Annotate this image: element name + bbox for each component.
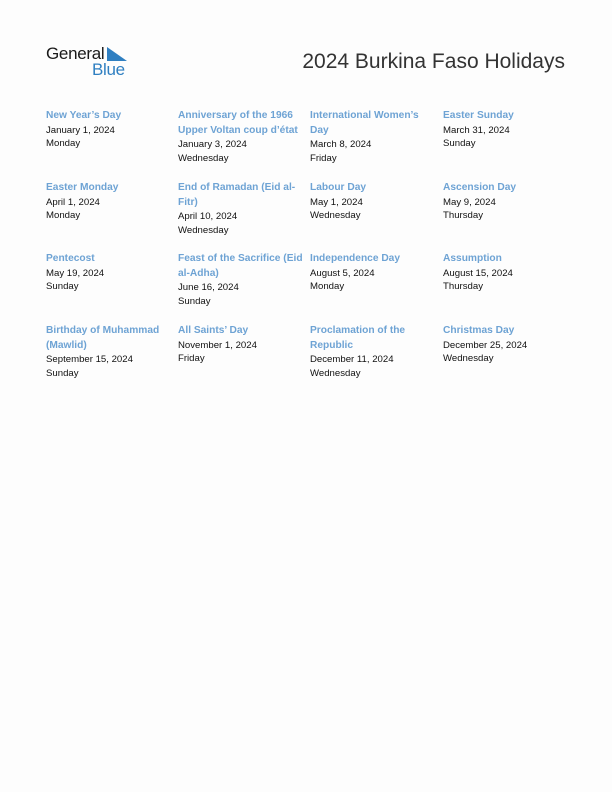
holiday-date: December 25, 2024	[443, 339, 528, 351]
holiday-date: June 16, 2024	[178, 282, 239, 293]
holiday-item	[46, 324, 178, 384]
holiday-date: May 19, 2024	[46, 267, 105, 279]
holiday-item	[310, 181, 443, 252]
holiday-weekday: Monday	[46, 210, 81, 221]
holiday-name: Independence Day	[310, 253, 401, 264]
page-title: 2024 Burkina Faso Holidays	[302, 50, 565, 73]
holiday-item	[46, 181, 178, 252]
holiday-name: New Year’s Day	[46, 110, 122, 121]
holiday-weekday: Thursday	[443, 281, 483, 292]
holiday-item	[178, 181, 310, 252]
holiday-name: End of Ramadan (Eid al-Fitr)	[178, 182, 296, 208]
holiday-name: Assumption	[443, 253, 502, 264]
logo-text-general: General	[46, 44, 105, 63]
holiday-weekday: Wednesday	[310, 367, 361, 379]
holiday-weekday: Monday	[310, 281, 345, 292]
holiday-item	[178, 252, 310, 324]
holiday-weekday: Sunday	[46, 281, 79, 292]
holiday-name: Easter Monday	[46, 182, 119, 193]
holiday-item	[310, 324, 443, 384]
holiday-date: March 31, 2024	[443, 124, 510, 136]
holiday-name: Christmas Day	[443, 325, 515, 336]
holiday-item	[178, 109, 310, 181]
holiday-date: August 15, 2024	[443, 267, 513, 279]
holiday-name: Easter Sunday	[443, 110, 514, 121]
holiday-weekday: Monday	[46, 138, 81, 149]
holiday-item	[310, 109, 443, 181]
holiday-weekday: Friday	[310, 152, 337, 164]
holiday-date: January 3, 2024	[178, 139, 247, 150]
holiday-item	[443, 324, 576, 384]
holiday-item	[46, 109, 178, 181]
holiday-weekday: Wednesday	[310, 210, 361, 221]
holiday-date: May 1, 2024	[310, 196, 363, 208]
holiday-date: March 8, 2024	[310, 139, 372, 150]
holiday-weekday: Wednesday	[178, 152, 229, 164]
holiday-item	[443, 181, 576, 252]
holiday-weekday: Wednesday	[178, 224, 229, 236]
holiday-date: November 1, 2024	[178, 339, 257, 351]
holiday-date: April 10, 2024	[178, 211, 238, 222]
holiday-name: International Women’s Day	[310, 110, 419, 136]
holiday-weekday: Wednesday	[443, 353, 494, 364]
holiday-item	[310, 252, 443, 324]
holiday-weekday: Sunday	[178, 295, 211, 307]
holiday-name: Birthday of Muhammad (Mawlid)	[46, 325, 160, 351]
holiday-date: May 9, 2024	[443, 196, 496, 208]
holiday-name: All Saints’ Day	[178, 325, 249, 336]
holiday-grid	[46, 109, 576, 384]
holiday-weekday: Sunday	[443, 138, 476, 149]
holiday-item	[443, 109, 576, 181]
holiday-date: August 5, 2024	[310, 267, 375, 279]
logo-triangle-icon	[107, 47, 127, 61]
holiday-name: Labour Day	[310, 182, 367, 193]
holiday-date: April 1, 2024	[46, 196, 100, 208]
generalblue-logo	[46, 44, 136, 80]
holiday-item	[178, 324, 310, 384]
holiday-item	[46, 252, 178, 324]
holiday-name: Pentecost	[46, 253, 95, 264]
holiday-name: Proclamation of the Republic	[310, 325, 406, 351]
holiday-weekday: Thursday	[443, 210, 483, 221]
holiday-name: Feast of the Sacrifice (Eid al-Adha)	[178, 253, 303, 279]
holiday-name: Anniversary of the 1966 Upper Voltan coup d’état	[178, 110, 298, 136]
holiday-date: September 15, 2024	[46, 354, 133, 365]
logo-text-blue: Blue	[92, 60, 125, 79]
holiday-weekday: Friday	[178, 353, 205, 364]
holiday-date: January 1, 2024	[46, 124, 115, 136]
holiday-weekday: Sunday	[46, 367, 79, 379]
holiday-item	[443, 252, 576, 324]
holiday-date: December 11, 2024	[310, 354, 394, 365]
holiday-name: Ascension Day	[443, 182, 517, 193]
